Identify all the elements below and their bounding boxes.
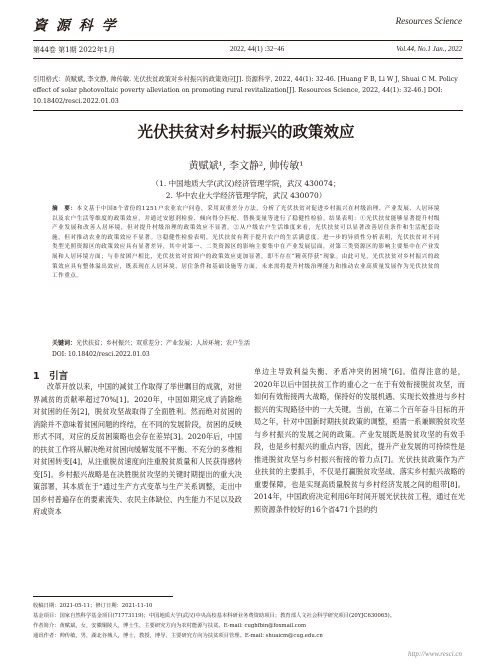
footer-notes [33, 601, 465, 641]
authors: 黄赋斌¹, 李文静², 帅传敏¹ [188, 161, 304, 172]
affiliation-2: 2. 华中农业大学经济管理学院，武汉 430070） [165, 191, 327, 200]
journal-logo: 資 源 科 学 [33, 18, 118, 34]
abstract [52, 205, 440, 282]
affiliation-1: （1. 中国地质大学(武汉)经济管理学院，武汉 430074； [151, 179, 341, 188]
issue-info: 第44卷 第1期 2022年1月 [33, 46, 116, 54]
header-rule-bottom [33, 58, 463, 59]
author-bio: 作者简介：黄赋斌，女，安徽铜陵人，博士生，主要研究方向为农村能源与扶贫。E-mail: cughfbin@foxmail.com [33, 623, 306, 629]
citation-rule [33, 110, 463, 111]
website-link[interactable]: http://www.resci.cn [407, 650, 462, 658]
body-column-right: 单边主导致利益失衡、矛盾冲突的困境”[6]。值得注意的是，2020年以后中国扶贫工作的重心之一在于有效衔接脱贫攻坚，而如何有效衔接两大战略，保持好的发展机遇、实现长效推进与乡村振兴的实现路径中的一大关键。当前，在第二个百年奋斗目标的开局之年，针对中国新时期扶贫政策的调整，亟需一系兼顾脱贫攻坚与乡村振兴的发展之间的政策。产业发展既是脱贫攻坚的有效手段，也是乡村振兴的重点内容，因此，提升产业发展的可持续性是推进脱贫攻坚与乡村振兴衔接的着力点[7]。光伏扶贫政策作为产业扶贫的主要抓手，不仅是打赢脱贫攻坚战、落实乡村振兴战略的重要保障，也是实现高质量脱贫与乡村经济发展之间的组带[8]。2014年，中国政府决定利用6年时间开展光伏扶贫工程，通过在光照资源条件较好的16个省471个县的约 [254, 367, 465, 514]
journal-name-en: Resources Science [395, 16, 462, 26]
issue-pages: 2022, 44(1) :32−46 [230, 45, 285, 53]
abstract-text: 本文基于中国8个省份的1251户农业农户问卷，采用双重差分方法，分析了光伏扶贫对促进乡村振兴在村级治理、产业发展、人居环境以及农户生活等维度的政策效应，并通过安慰剂检验、倾向得分匹配、替换变量等进行了稳健性检验。结果表明：①光伏扶贫能够显著提升村级产业发展和改善人居环境，但对提升村级治理的政策效应不显著。②从户级农户生活维度来看，光伏扶贫可以显著改善居住条件和生活配套设施，但对推动农业的政策效应不显著。③稳健性检验表明，光伏扶贫有利于提升农户的生活满意度。进一步的异质性分析表明，光伏扶贫对不同类型光照资源区的政策效应具有显著差异，其中对第一、二类资源区的影响主要集中在产业发展层面，对第三类资源区的影响主要集中在产业发展和人居环境方面；与非贫困户相比，光伏扶贫对贫困户的政策效应更加显著，即不存在“精英俘获”现象。由此可见，光伏扶贫对乡村振兴的政策效应具有整体溢出效应，既表现在人居环境、居住条件和基础设施等方面，未来需将提升村级治理能力和推动农业高质量发展作为光伏扶贫的工作重点。 [52, 206, 440, 280]
body-column-left [33, 381, 242, 519]
issue-info-en: Vol.44, No.1 Jan., 2022 [396, 45, 462, 53]
keywords [52, 338, 440, 349]
keywords-text: 光伏扶贫；乡村振兴；双重差分；产业发展；人居环境；农户生活 [76, 340, 251, 347]
doi: DOI: 10.18402/resci.2022.01.03 [52, 351, 150, 358]
fund-info: 基金项目：国家自然科学基金项目(71773119)；中国地质大学(武汉)中央高校基本科研业务费资助项目；教育部人文社会科学研究项目(20YJC630065)。 [33, 613, 396, 619]
abstract-label: 摘 要： [52, 206, 77, 212]
keywords-label: 关键词： [52, 340, 77, 347]
received-date: 收稿日期：2021-05-11；修订日期：2021-11-10 [33, 603, 153, 609]
corresponding-author: 通讯作者：帅传敏，男，湖北谷城人，博士，教授，博导，主要研究方向为扶贫项目管理。E-mail: shuaicm@cug.edu.cn [33, 633, 323, 639]
header-rule-top [33, 40, 463, 41]
citation: 引用格式：黄赋斌, 李文静, 帅传敏. 光伏扶贫政策对乡村振兴的政策效应[J]. 资源科学, 2022, 44(1): 32-46. [Huang F B, Li W J, Shuai C M. Policy effect of solar photovoltaic poverty alleviation on promoting rural revitalization[J]. Resources Science, 2022, 44(1): 32-46.] DOI: 10.18402/resci.2022.01.03 [33, 76, 458, 105]
footer-rule [33, 596, 173, 597]
article-title: 光伏扶贫对乡村振兴的政策效应 [137, 123, 355, 141]
body-text-left: 改革开放以来，中国的减贫工作取得了举世瞩目的成就，对世界减贫的贡献率超过70%[1]。2020年，中国如期完成了消除绝对贫困的任务[2]，脱贫攻坚战取得了全面胜利。然而绝对贫困的消除并不意味着贫困问题的终结，在不同的发展阶段，贫困的反映形式不同，对应的反贫困策略也会存在差异[3]。2020年后，中国的扶贫工作将从解决绝对贫困向缓解发展不平衡、不充分的多维相对贫困转变[4]，从注重脱贫速度向注重脱贫质量和人民获得感转变[5]。乡村振兴战略是在决胜脱贫攻坚的关键时期提出的重大决策部署，其本质在于“通过生产方式变革与生产关系调整，走出中国乡村普遍存在的要素流失、农民主体缺位、内生能力不足以及政府或资本 [33, 382, 242, 516]
section-heading: 1 引言 [33, 371, 69, 382]
